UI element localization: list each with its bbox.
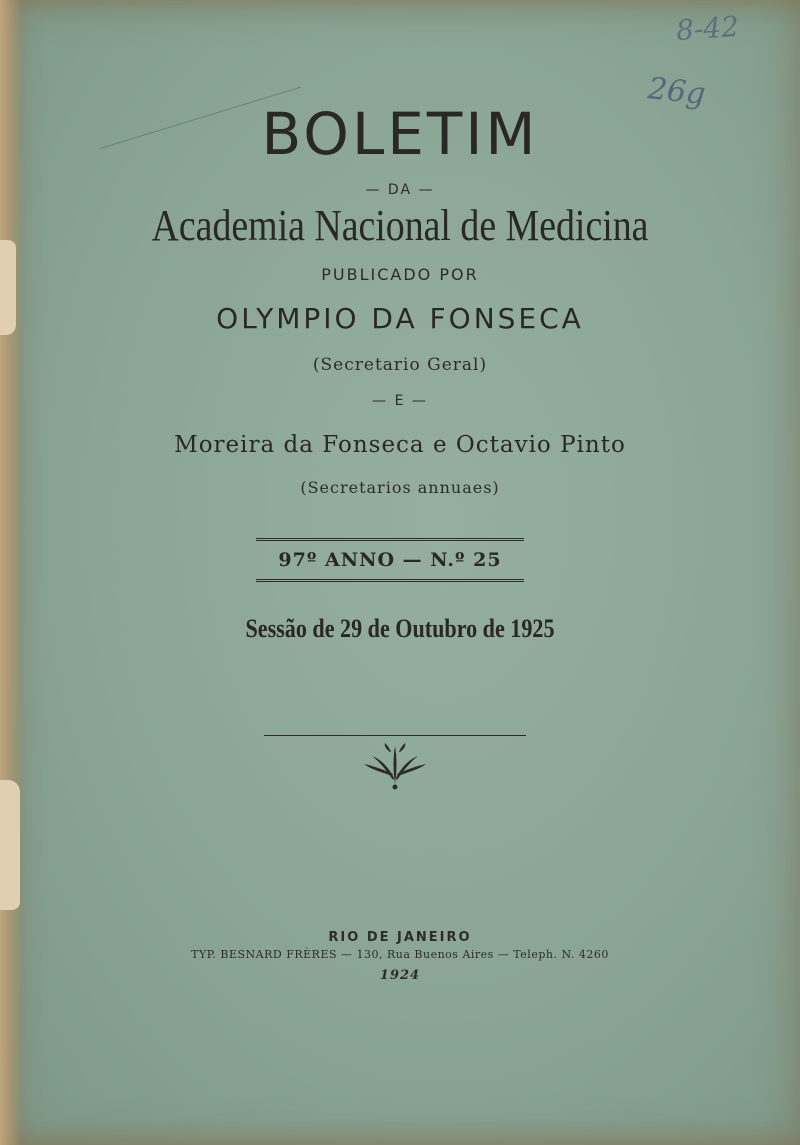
torn-paper-mark (0, 780, 20, 910)
published-by-line: PUBLICADO POR (321, 265, 479, 284)
handwritten-note-second: 26g (646, 71, 708, 112)
handwritten-note-top: 8-42 (674, 9, 740, 48)
co-editors-role: (Secretarios annuaes) (300, 478, 500, 497)
horizontal-rule (264, 735, 526, 736)
imprint-year: 1924 (379, 968, 421, 983)
session-date: Sessão de 29 de Outubro de 1925 (245, 614, 555, 643)
fleuron-ornament-icon (360, 740, 430, 790)
conjunction-line: — E — (372, 393, 428, 409)
editor-role: (Secretario Geral) (312, 355, 488, 375)
city-imprint: RIO DE JANEIRO (328, 930, 472, 945)
printer-imprint: TYP. BESNARD FRÈRES — 130, Rua Buenos Aires — Teleph. N. 4260 (191, 948, 609, 961)
journal-title: BOLETIM (261, 100, 539, 168)
issue-banner: 97º ANNO — N.º 25 (256, 538, 524, 582)
institution-name: Academia Nacional de Medicina (151, 201, 649, 250)
co-editors-names: Moreira da Fonseca e Octavio Pinto (174, 432, 626, 458)
da-line: — DA — (365, 182, 435, 198)
editor-name: OLYMPIO DA FONSECA (216, 302, 584, 335)
